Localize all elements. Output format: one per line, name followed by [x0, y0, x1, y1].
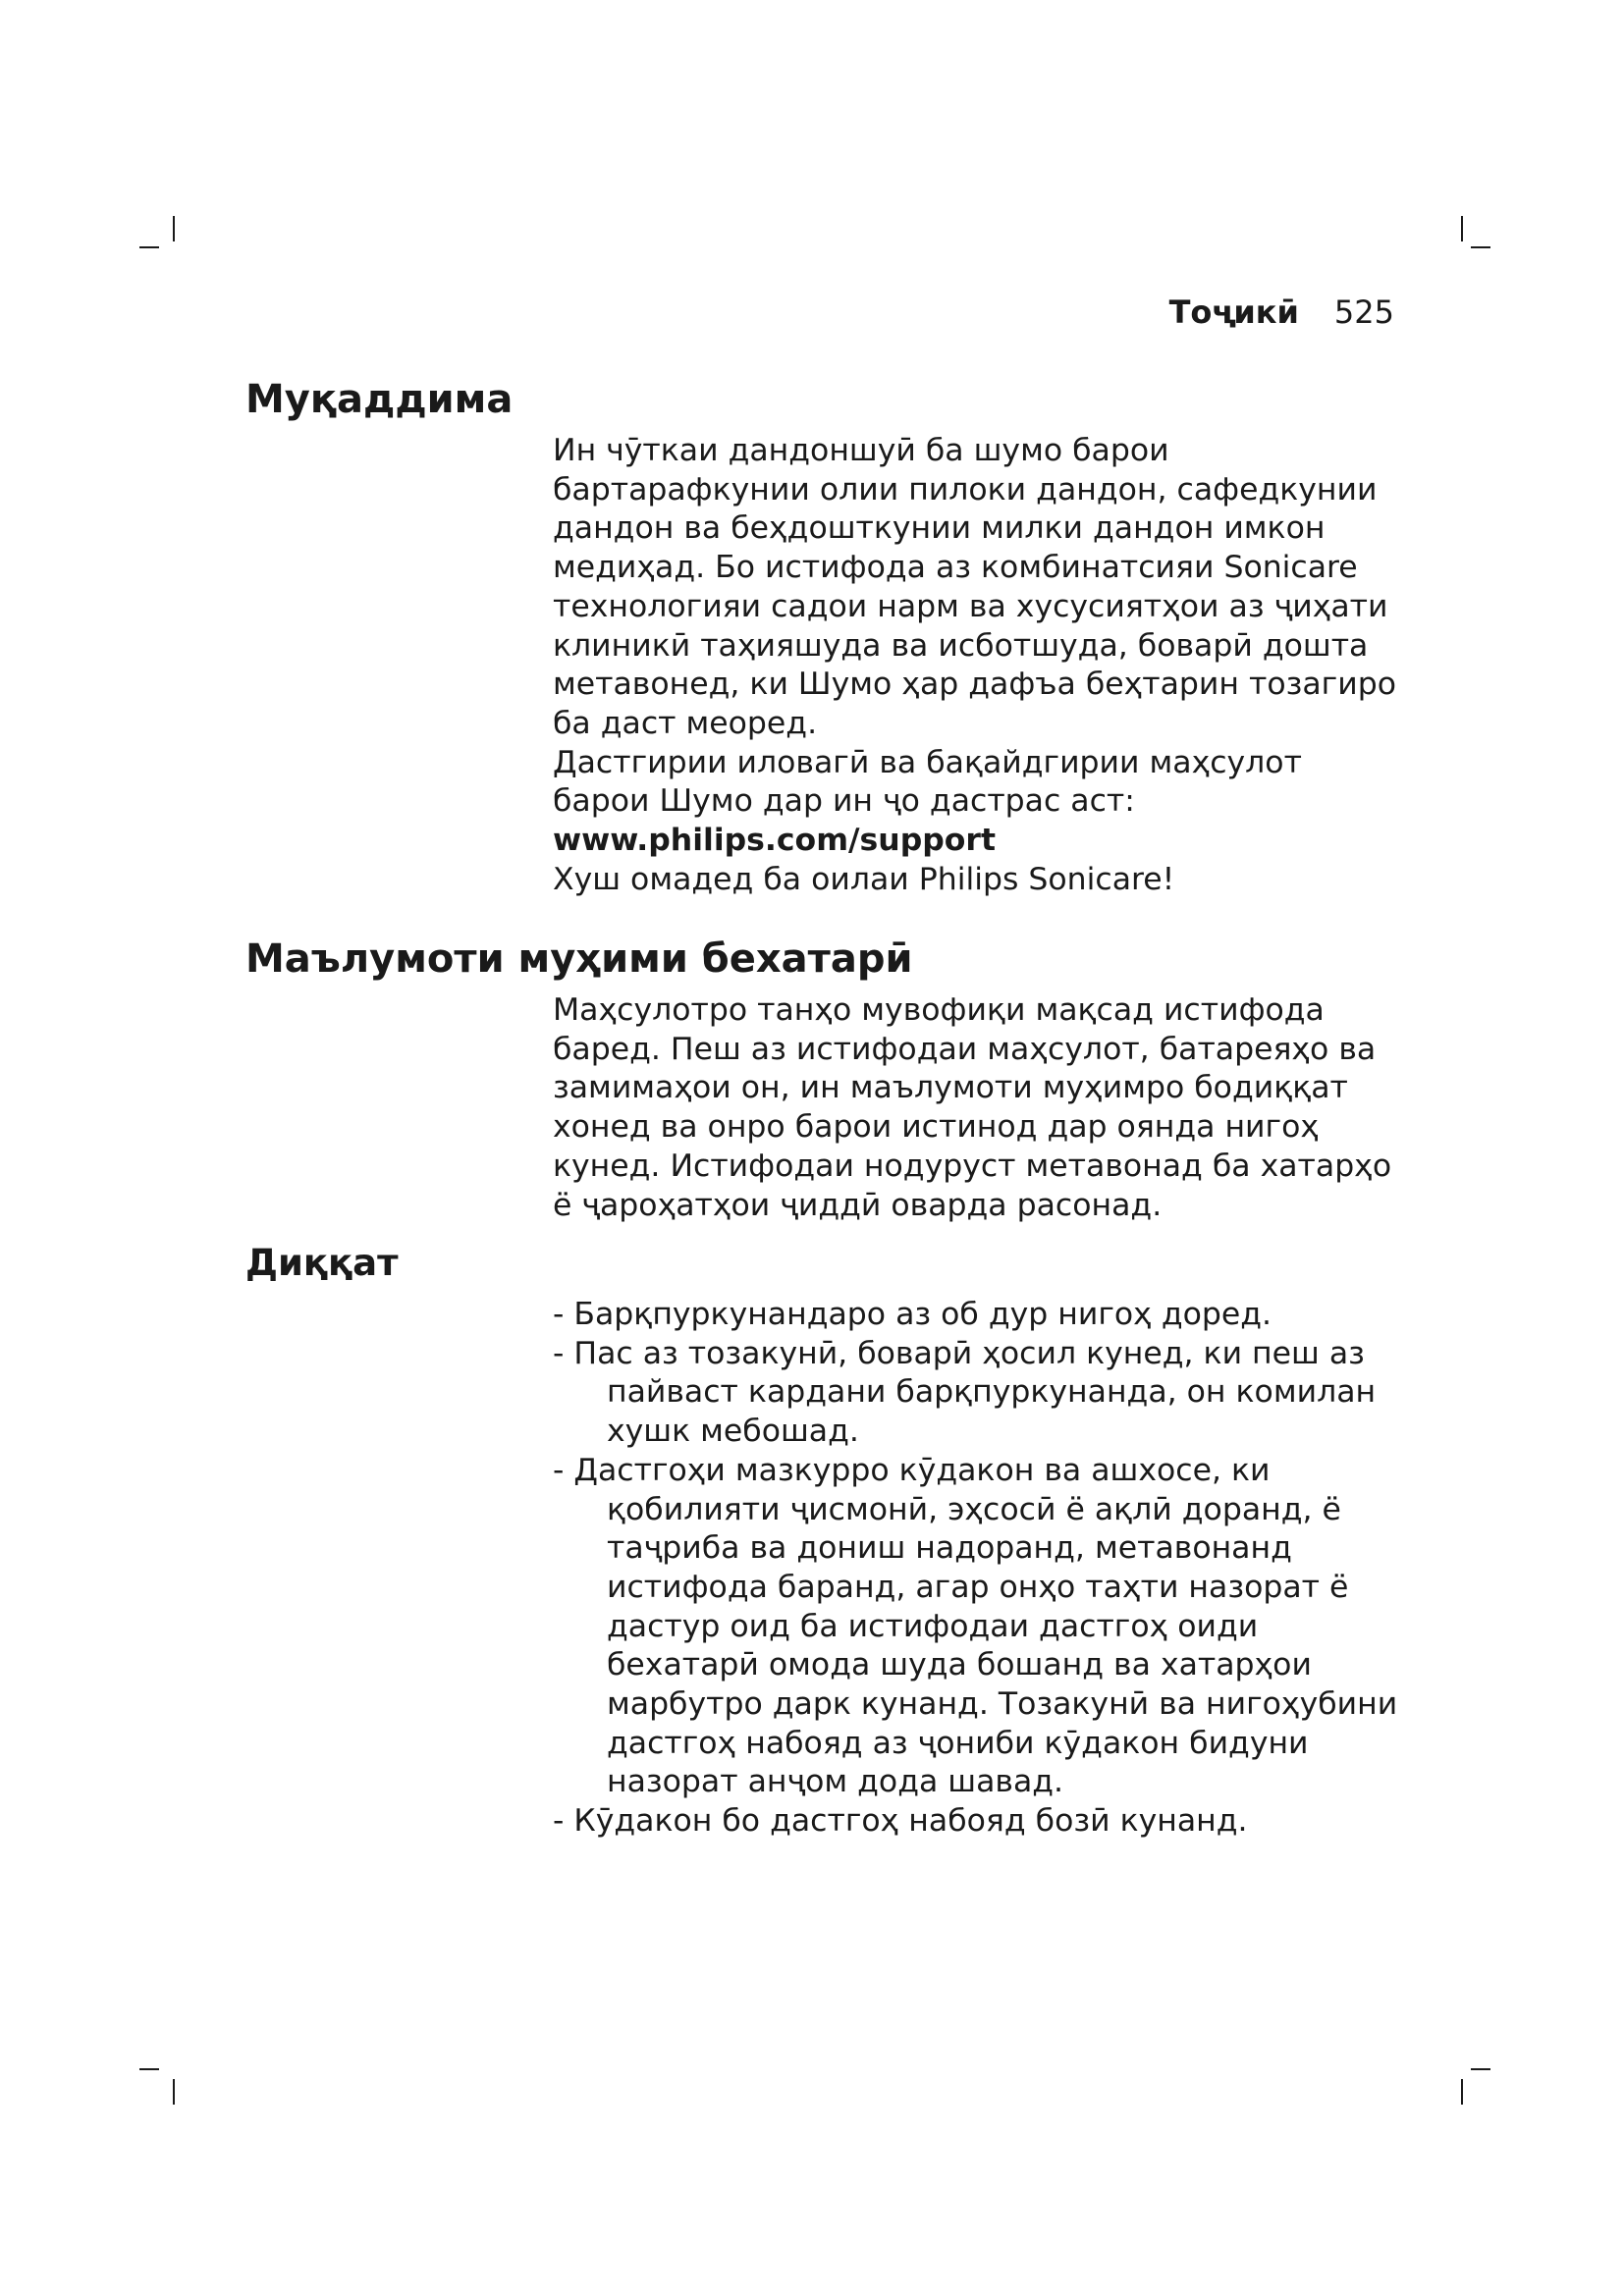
crop-mark [173, 2079, 175, 2105]
caution-list [553, 1296, 1407, 1842]
list-item: - Дастгоҳи мазкурро кӯдакон ва ашхосе, ки қобилияти ҷисмонӣ, эҳсосӣ ё ақлӣ доранд, ё таҷриба ва дониш надоранд, метавонанд истифода баранд, агар онҳо таҳти назорат ё дастур оид ба истифодаи дастгоҳ оиди бехатарӣ омода шуда бошанд ва хатарҳои марбутро дарк кунанд. Тозакунӣ ва нигоҳубини дастгоҳ набояд аз ҷониби кӯдакон бидуни назорат анҷом дода шавад. [553, 1452, 1398, 1800]
crop-mark [139, 2068, 159, 2070]
crop-mark [1461, 2079, 1463, 2105]
welcome-line: Хуш омадед ба оилаи Philips Sonicare! [553, 861, 1175, 897]
safety-heading: Маълумоти муҳими бехатарӣ [245, 936, 913, 982]
intro-paragraph: Ин чӯткаи дандоншуӣ ба шумо барои бартарафкунии олии пилоки дандон, сафедкунии дандон ва беҳдошткунии милки дандон имкон медиҳад. Бо истифода аз комбинатсияи Sonicare технологияи садои нарм ва хусусиятҳои аз ҷиҳати клиникӣ таҳияшуда ва исботшуда, боварӣ дошта метавонед, ки Шумо ҳар дафъа беҳтарин тозагиро ба даст меоред. [553, 433, 1396, 741]
crop-mark [173, 216, 175, 241]
crop-mark [1461, 216, 1463, 241]
list-item: - Барқпуркунандаро аз об дур нигоҳ доред. [553, 1297, 1272, 1332]
list-item: - Пас аз тозакунӣ, боварӣ ҳосил кунед, ки пеш аз пайваст кардани барқпуркунанда, он комилан хушк мебошад. [553, 1335, 1377, 1450]
caution-body [553, 1296, 1407, 1842]
support-link[interactable]: www.philips.com/support [553, 823, 997, 859]
page-number: 525 [1333, 294, 1394, 331]
running-header [1169, 293, 1394, 332]
intro-body [553, 432, 1407, 899]
support-line: Дастгирии иловагӣ ва бақайдгирии маҳсулот барои Шумо дар ин ҷо дастрас аст: [553, 744, 1302, 820]
caution-heading: Диққат [245, 1242, 399, 1284]
language-label: Тоҷикӣ [1168, 294, 1299, 331]
crop-mark [1471, 2068, 1490, 2070]
safety-paragraph: Маҳсулотро танҳо мувофиқи мақсад истифода баред. Пеш аз истифодаи маҳсулот, батареяҳо ва замимаҳои он, ин маълумоти муҳимро бодиққат хонед ва онро барои истинод дар оянда нигоҳ кунед. Истифодаи нодуруст метавонад ба хатарҳо ё ҷароҳатҳои ҷиддӣ оварда расонад. [553, 992, 1392, 1223]
intro-heading: Муқаддима [245, 377, 514, 422]
safety-body [553, 991, 1407, 1225]
crop-mark [139, 246, 159, 248]
list-item: - Кӯдакон бо дастгоҳ набояд бозӣ кунанд. [553, 1803, 1248, 1840]
crop-mark [1471, 246, 1490, 248]
